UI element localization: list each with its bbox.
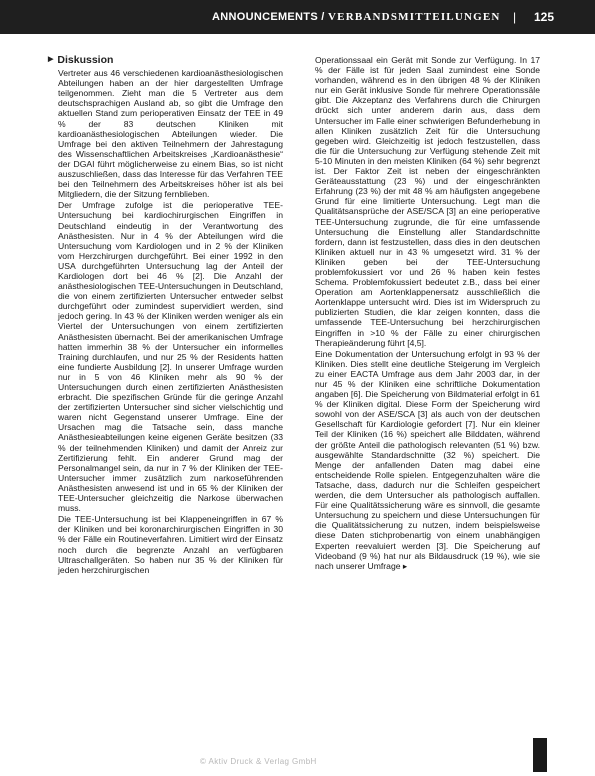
page-edge-marker xyxy=(533,738,547,772)
copyright-note: © Aktiv Druck & Verlag GmbH xyxy=(200,757,317,766)
header-title xyxy=(212,11,501,23)
paragraph: Eine Dokumentation der Untersuchung erfolgt in 93 % der Kliniken. Dies stellt eine deutliche Steigerung im Vergleich zu einer EACTA Umfrage aus dem Jahr 2003 dar, in der nur 45 % der Kliniken eine schriftliche Dokumentation angaben [6]. Die Speicherung von Bildmaterial erfolgt in 61 % der Kliniken digital. Diese Form der Speicherung wird sowohl von der ASE/SCA [3] als auch von der deutschen Gesellschaft für Kardiologie gefordert [7]. Nur ein kleiner Teil der Kliniken (16 %) speichert alle Bilddaten, während der größte Anteil die pathologisch relevanten (51 %) bzw. ausgewählte Standardschnitte (32 %) speichert. Die Menge der anfallenden Daten mag dabei eine entscheidende Rolle spielen. Entgegenzuhalten wäre die Tatsache, dass, dadurch nur die Schleifen gespeichert werden, die dem Untersucher als pathologisch auffallen. Für eine Qualitätssicherung wäre es sinnvoll, die gesamte Untersuchung zu speichern und diese Untersuchungen für die Qualitätssicherung zu nutzen, indem beispielsweise diese Daten stichprobenartig von einem unabhängigen Experten reevaluiert werden [3]. Die Speicherung auf Videoband (9 %) hat nur als Bildausdruck (19 %), wie sie nach unserer Umfrage ▸ xyxy=(315,348,540,571)
page-number: 125 xyxy=(534,10,555,24)
section-heading xyxy=(48,55,283,65)
header-title-de: VERBANDSMITTEILUNGEN xyxy=(328,11,501,23)
paragraph: Die TEE-Untersuchung ist bei Klappeneingriffen in 67 % der Kliniken und bei koronarchirurgischen Eingriffen in 30 % der Fälle ein Routineverfahren. Limitiert wird der Einsatz noch durch die begrenzte Anzahl an verfügbaren Ultraschallgeräten. So haben nur 35 % der Kliniken für jeden herzchirurgischen xyxy=(58,514,283,575)
section-heading-text: Diskussion xyxy=(57,54,114,66)
paragraph: Vertreter aus 46 verschiedenen kardioanästhesiologischen Abteilungen haben an der hier dargestellten Umfrage teilgenommen. Zieht man die 5 Vertreter aus dem deutschsprachigen Ausland ab, so gibt die Umfrage den aktuellen Stand zum perioperativen Einsatz der TEE in 49 % der 83 deutschen Kliniken mit kardioanästhesiologischen Abteilungen wieder. Die Umfrage bei den aktiven Teilnehmern der Jahrestagung des Wissenschaftlichen Arbeitskreises „Kardioanästhesie“ der DGAI führt möglicherweise zu einem Bias, so ist nicht auszuschließen, dass das Interesse für das Verfahren TEE bei den Teilnehmern des Arbeitskreises höher ist als bei Mitgliedern, die der Sitzung fernblieben. xyxy=(58,68,283,200)
right-column xyxy=(315,55,540,750)
left-column xyxy=(48,54,283,750)
paragraph: Operationssaal ein Gerät mit Sonde zur Verfügung. In 17 % der Fälle ist für jeden Saal zumindest eine Sonde vorhanden, während es in den übrigen 48 % der Kliniken nur ein Gerät inklusive Sonde für mehrere Operationssäle gibt. Die Akzeptanz des Verfahrens durch die Chirurgen drückt sich unter anderem darin aus, dass dem Untersucher im Falle einer schwierigen Befunderhebung in allen Kliniken zusätzlich Zeit für die Untersuchung gegeben wird. Gleichzeitig ist jedoch festzustellen, dass die für die Untersuchung zur Verfügung stehende Zeit mit 5-10 Minuten in den meisten Kliniken (64 %) sehr begrenzt ist. Der Faktor Zeit ist neben der eingeschränkten Geräteausstattung (23 %) und der eingeschränkten Erfahrung (23 %) der mit 48 % am häufigsten angegebene Grund für eine limitierte Untersuchung. Legt man die Qualitätsansprüche der ASE/SCA [3] an eine perioperative TEE-Untersuchung zugrunde, die für eine umfassende Untersuchung die Einstellung aller Standardschnitte fordern, dann ist festzustellen, dass dies in den deutschen Kliniken aktuell nur in 43 % umgesetzt wird. 31 % der Kliniken geben bei der TEE-Untersuchung problemfokussiert vor und 26 % haben kein festes Schema. Problemfokussiert bedeutet z.B., dass bei einer Operation am Aortenklappenersatz ausschließlich die Aortenklappe untersucht wird. Dies ist im Widerspruch zu publizierten Studien, die klar zeigen konnten, dass die umfassende TEE-Untersuchung bei herzchirurgischen Eingriffen in >10 % der Fälle zu einer chirurgischen Therapieänderung führt [4,5]. xyxy=(315,55,540,348)
page-header xyxy=(0,0,595,34)
header-title-en: ANNOUNCEMENTS / xyxy=(212,11,329,23)
triangle-bullet-icon: ▶ xyxy=(48,56,54,63)
header-separator: | xyxy=(513,10,517,24)
paragraph: Der Umfrage zufolge ist die perioperative TEE-Untersuchung bei kardiochirurgischen Eingriffen in Deutschland eindeutig in der Verantwortung des Anästhesisten. Nur in 4 % der Abteilungen wird die Untersuchung vom Kardiologen und in 2 % der Kliniken vom Herzchirurgen durchgeführt. Bei einer 1992 in den USA durchgeführten Untersuchung lag der Anteil der Kardiologen dort bei 46 % [2]. Die Anzahl der anästhesiologischen TEE-Untersuchungen in Deutschland, die von einem zertifizierten Untersucher entweder selbst durchgeführt oder zumindest supervidiert werden, sind jedoch gering. In 43 % der Kliniken werden weniger als ein Viertel der Untersuchungen von einem zertifizierten Anästhesisten übernacht. Bei der amerikanischen Umfrage hatten immerhin 38 % der Untersucher ein informelles Training durchlaufen, und nur 25 % der Residents hatten eine fundierte Ausbildung [2]. In unserer Umfrage wurden nur in 5 von 46 Kliniken mehr als 90 % der Untersuchungen durch einen zertifizierten Anästhesisten erbracht. Die spezifischen Gründe für die geringe Anzahl der zertifizierten Untersucher sind sicher vielschichtig und waren nicht Gegenstand unserer Umfrage. Eine der Ursachen mag die Tatsache sein, dass manche Anästhesieabteilungen keine eigenen Geräte besitzen (33 % der teilnehmenden Kliniken) und damit der Anreiz zur Zertifizierung fehlt. Ein anderer Grund mag der Personalmangel sein, da nur in 7 % der Kliniken der TEE-Untersucher immer zusätzlich zum narkoseführenden Anästhesisten anwesend ist und in 65 % der Kliniken der TEE-Untersucher gleichzeitig die Narkose überwachen muss. xyxy=(58,200,283,514)
